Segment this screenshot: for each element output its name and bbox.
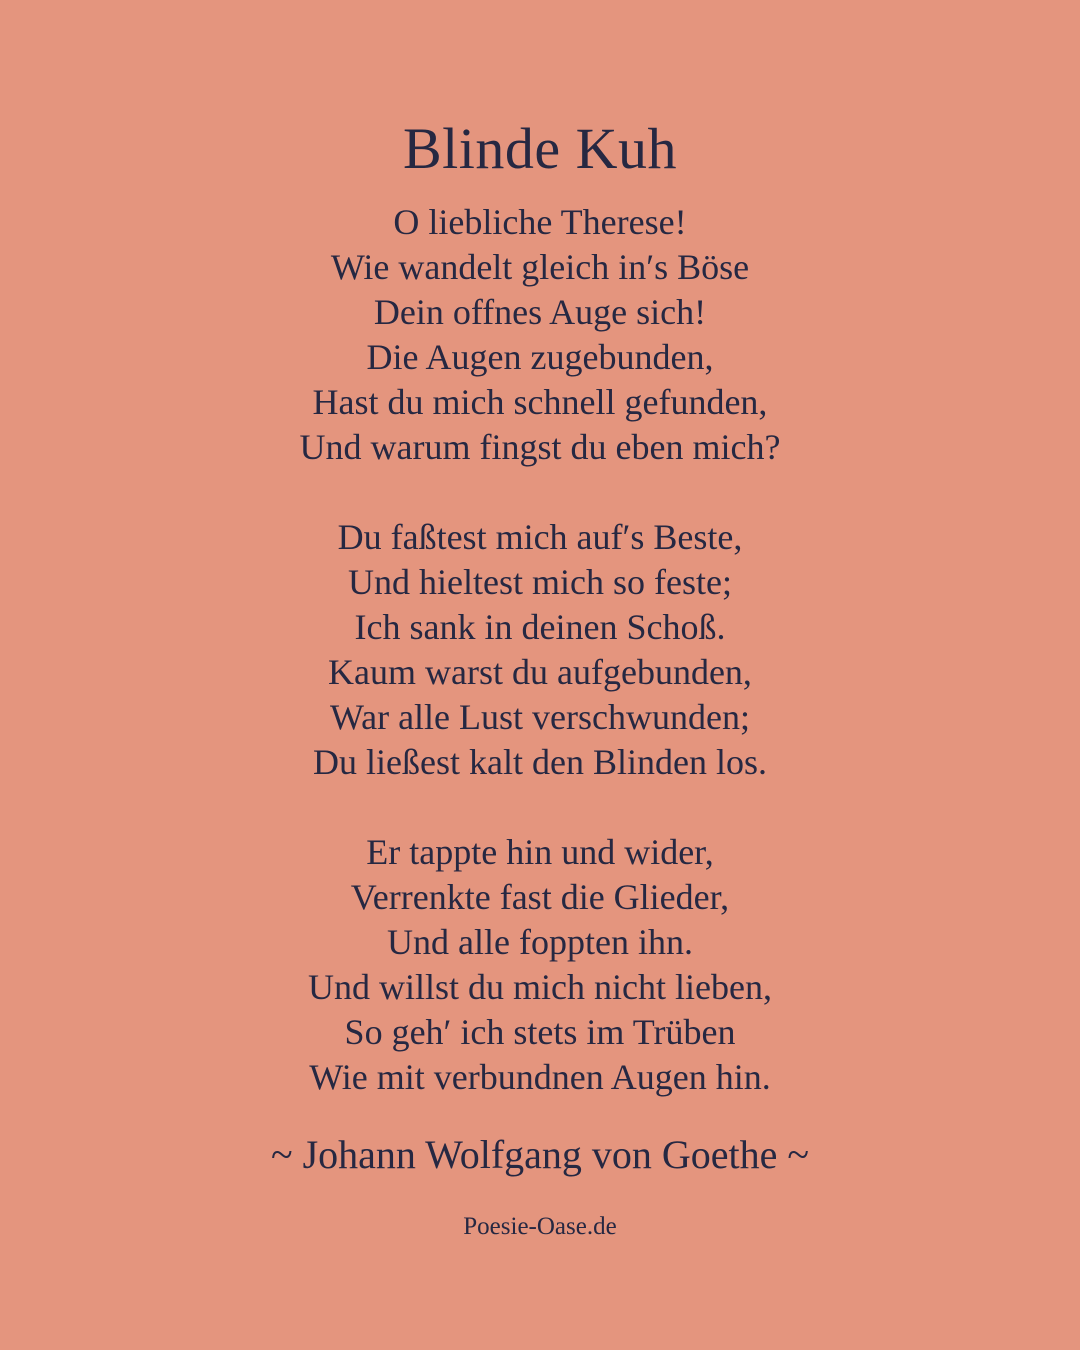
poem-line: Hast du mich schnell gefunden,: [312, 382, 768, 422]
poem-line: War alle Lust verschwunden;: [330, 697, 750, 737]
poem-line: Dein offnes Auge sich!: [373, 292, 707, 332]
poem-line: Du faßtest mich auf′s Beste,: [337, 517, 743, 557]
stanza-3: [0, 830, 1080, 1100]
poem-line: Du ließest kalt den Blinden los.: [313, 742, 767, 782]
poem-line: Die Augen zugebunden,: [366, 337, 714, 377]
poem-line: Und alle foppten ihn.: [387, 922, 693, 962]
poem-line: Ich sank in deinen Schoß.: [354, 607, 726, 647]
stanza-1: [0, 200, 1080, 470]
poem-line: O liebliche Therese!: [393, 202, 687, 242]
poem-title: Blinde Kuh: [402, 116, 678, 181]
stanza-2: [0, 515, 1080, 785]
poem-line: Wie mit verbundnen Augen hin.: [309, 1057, 771, 1097]
website-credit: Poesie-Oase.de: [463, 1213, 617, 1240]
poem-line: Und hieltest mich so feste;: [348, 562, 732, 602]
poem-line: So geh′ ich stets im Trüben: [344, 1012, 736, 1052]
poem-line: Verrenkte fast die Glieder,: [350, 877, 730, 917]
poem-author: ~ Johann Wolfgang von Goethe ~: [270, 1132, 810, 1177]
poem-line: Und willst du mich nicht lieben,: [308, 967, 772, 1007]
poem-line: Er tappte hin und wider,: [366, 832, 714, 872]
poem-line: Kaum warst du aufgebunden,: [328, 652, 752, 692]
poem-line: Wie wandelt gleich in′s Böse: [330, 247, 750, 287]
poem-line: Und warum fingst du eben mich?: [299, 427, 781, 467]
